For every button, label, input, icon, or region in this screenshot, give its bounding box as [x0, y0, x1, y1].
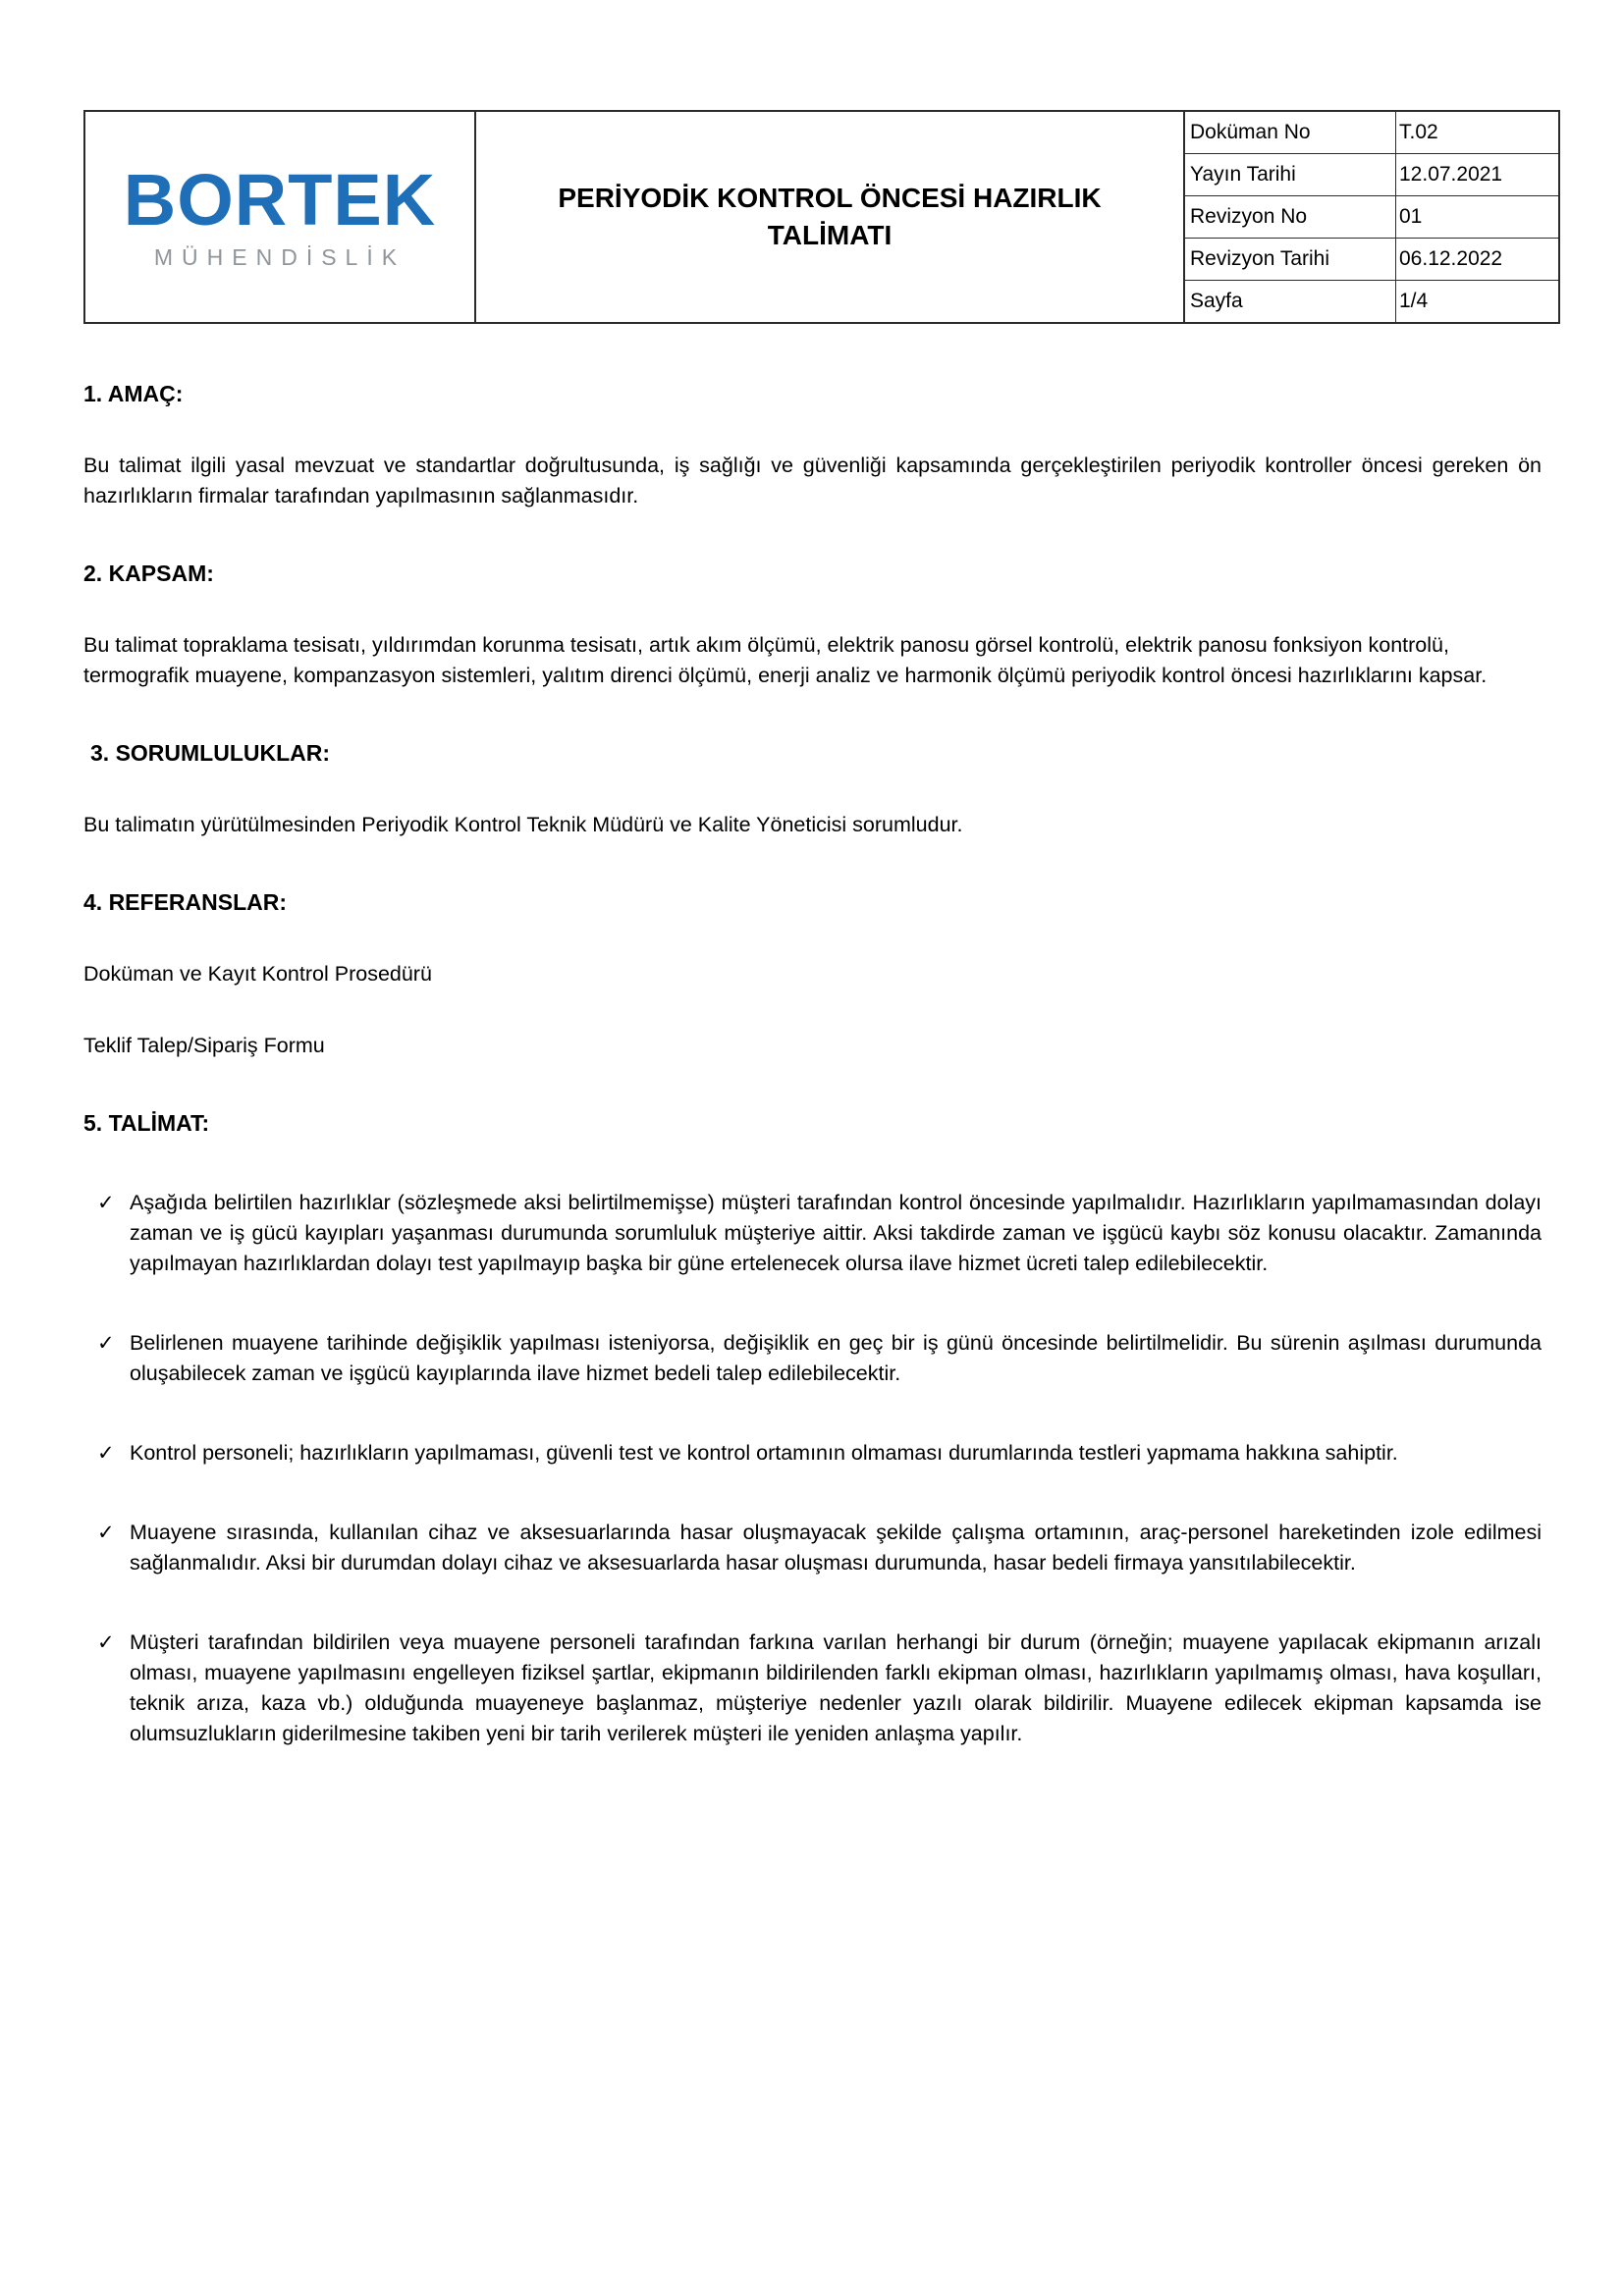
list-item	[83, 1518, 1542, 1578]
list-item	[83, 1328, 1542, 1389]
instruction-text: Belirlenen muayene tarihinde değişiklik yapılması isteniyorsa, değişiklik en geç bir iş günü öncesinde belirtilmelidir. Bu sürenin aşılması durumunda oluşabilecek zaman ve işgücü kayıplarında ilave hizmet bedeli talep edilebilecektir.	[130, 1331, 1542, 1385]
list-item	[83, 1188, 1542, 1279]
instruction-text: Muayene sırasında, kullanılan cihaz ve aksesuarlarında hasar oluşmayacak şekilde çalışma ortamının, araç-personel hareketinden izole edilmesi sağlanmalıdır. Aksi bir durumdan dolayı cihaz ve aksesuarlarda hasar oluşması durumunda, hasar bedeli firmaya yansıtılabilecektir.	[130, 1521, 1542, 1575]
document-header-table	[83, 110, 1560, 324]
section-body-kapsam: Bu talimat topraklama tesisatı, yıldırımdan korunma tesisatı, artık akım ölçümü, elektrik panosu görsel kontrolü, elektrik panosu fonksiyon kontrolü, termografik muayene, kompanzasyon sistemleri, yalıtım direnci ölçümü, enerji analiz ve harmonik ölçümü periyodik kontrol öncesi hazırlıklarını kapsar.	[83, 633, 1488, 687]
checkmark-icon: ✓	[97, 1522, 115, 1544]
section-heading-sorumluluklar: 3. SORUMLULUKLAR:	[90, 740, 331, 766]
meta-value-revizyon-tarihi: 06.12.2022	[1396, 239, 1560, 281]
meta-label-yayin-tarihi: Yayın Tarihi	[1184, 154, 1396, 196]
checkmark-icon: ✓	[97, 1192, 115, 1214]
checkmark-icon: ✓	[97, 1442, 115, 1465]
instruction-text: Aşağıda belirtilen hazırlıklar (sözleşmede aksi belirtilmemişse) müşteri tarafından kontrol öncesinde yapılmalıdır. Hazırlıkların yapılmamasından dolayı zaman ve iş gücü kayıpları yaşanması durumunda sorumluluk müşteriye aittir. Aksi takdirde zaman ve işgücü kaybı söz konusu olacaktır. Zamanında yapılmayan hazırlıklardan dolayı test yapılmayıp başka bir güne ertelenecek olursa ilave hizmet ücreti talep edilebilecektir.	[130, 1191, 1542, 1275]
title-cell	[475, 111, 1184, 323]
section-body-amac: Bu talimat ilgili yasal mevzuat ve standartlar doğrultusunda, iş sağlığı ve güvenliği kapsamında gerçekleştirilen periyodik kontroller öncesi gereken ön hazırlıkların firmalar tarafından yapılmasının sağlanmasıdır.	[83, 454, 1542, 507]
meta-value-sayfa: 1/4	[1396, 281, 1560, 324]
instruction-text: Kontrol personeli; hazırlıkların yapılmaması, güvenli test ve kontrol ortamının olmaması durumlarında testleri yapmama hakkına sahiptir.	[130, 1441, 1398, 1465]
reference-item-2: Teklif Talep/Sipariş Formu	[83, 1034, 325, 1057]
meta-label-sayfa: Sayfa	[1184, 281, 1396, 324]
checkmark-icon: ✓	[97, 1631, 115, 1654]
meta-label-revizyon-tarihi: Revizyon Tarihi	[1184, 239, 1396, 281]
section-body-sorumluluklar: Bu talimatın yürütülmesinden Periyodik Kontrol Teknik Müdürü ve Kalite Yöneticisi sorumludur.	[83, 813, 963, 836]
instruction-text: Müşteri tarafından bildirilen veya muayene personeli tarafından farkına varılan herhangi bir durum (örneğin; muayene yapılacak ekipmanın arızalı olması, muayene yapılmasını engelleyen fiziksel şartlar, ekipmanın bildirilenden farklı ekipman olması, hazırlıkların yapılmamış olması, hava koşulları, teknik arıza, kaza vb.) olduğunda muayeneye başlanmaz, müşteriye nedenler yazılı olarak bildirilir. Muayene edilecek ekipman kapsamda ise olumsuzlukların giderilmesine takiben yeni bir tarih verilerek müşteri ile yeniden anlaşma yapılır.	[130, 1630, 1542, 1745]
company-logo-subtitle: MÜHENDİSLİK	[153, 243, 406, 270]
document-title: PERİYODİK KONTROL ÖNCESİ HAZIRLIK TALİMATI	[558, 183, 1102, 250]
meta-value-yayin-tarihi: 12.07.2021	[1396, 154, 1560, 196]
section-heading-referanslar: 4. REFERANSLAR:	[83, 889, 288, 915]
instruction-list	[83, 1188, 1542, 1749]
list-item	[83, 1628, 1542, 1749]
meta-value-dokuman-no: T.02	[1396, 111, 1560, 154]
company-logo: BORTEK	[123, 158, 437, 240]
list-item	[83, 1438, 1542, 1468]
section-heading-talimat: 5. TALİMAT:	[83, 1110, 210, 1136]
checkmark-icon: ✓	[97, 1332, 115, 1355]
meta-value-revizyon-no: 01	[1396, 196, 1560, 239]
meta-label-dokuman-no: Doküman No	[1184, 111, 1396, 154]
section-heading-kapsam: 2. KAPSAM:	[83, 561, 214, 586]
reference-item-1: Doküman ve Kayıt Kontrol Prosedürü	[83, 962, 432, 986]
logo-cell	[84, 111, 475, 323]
meta-label-revizyon-no: Revizyon No	[1184, 196, 1396, 239]
section-heading-amac: 1. AMAÇ:	[83, 381, 184, 406]
